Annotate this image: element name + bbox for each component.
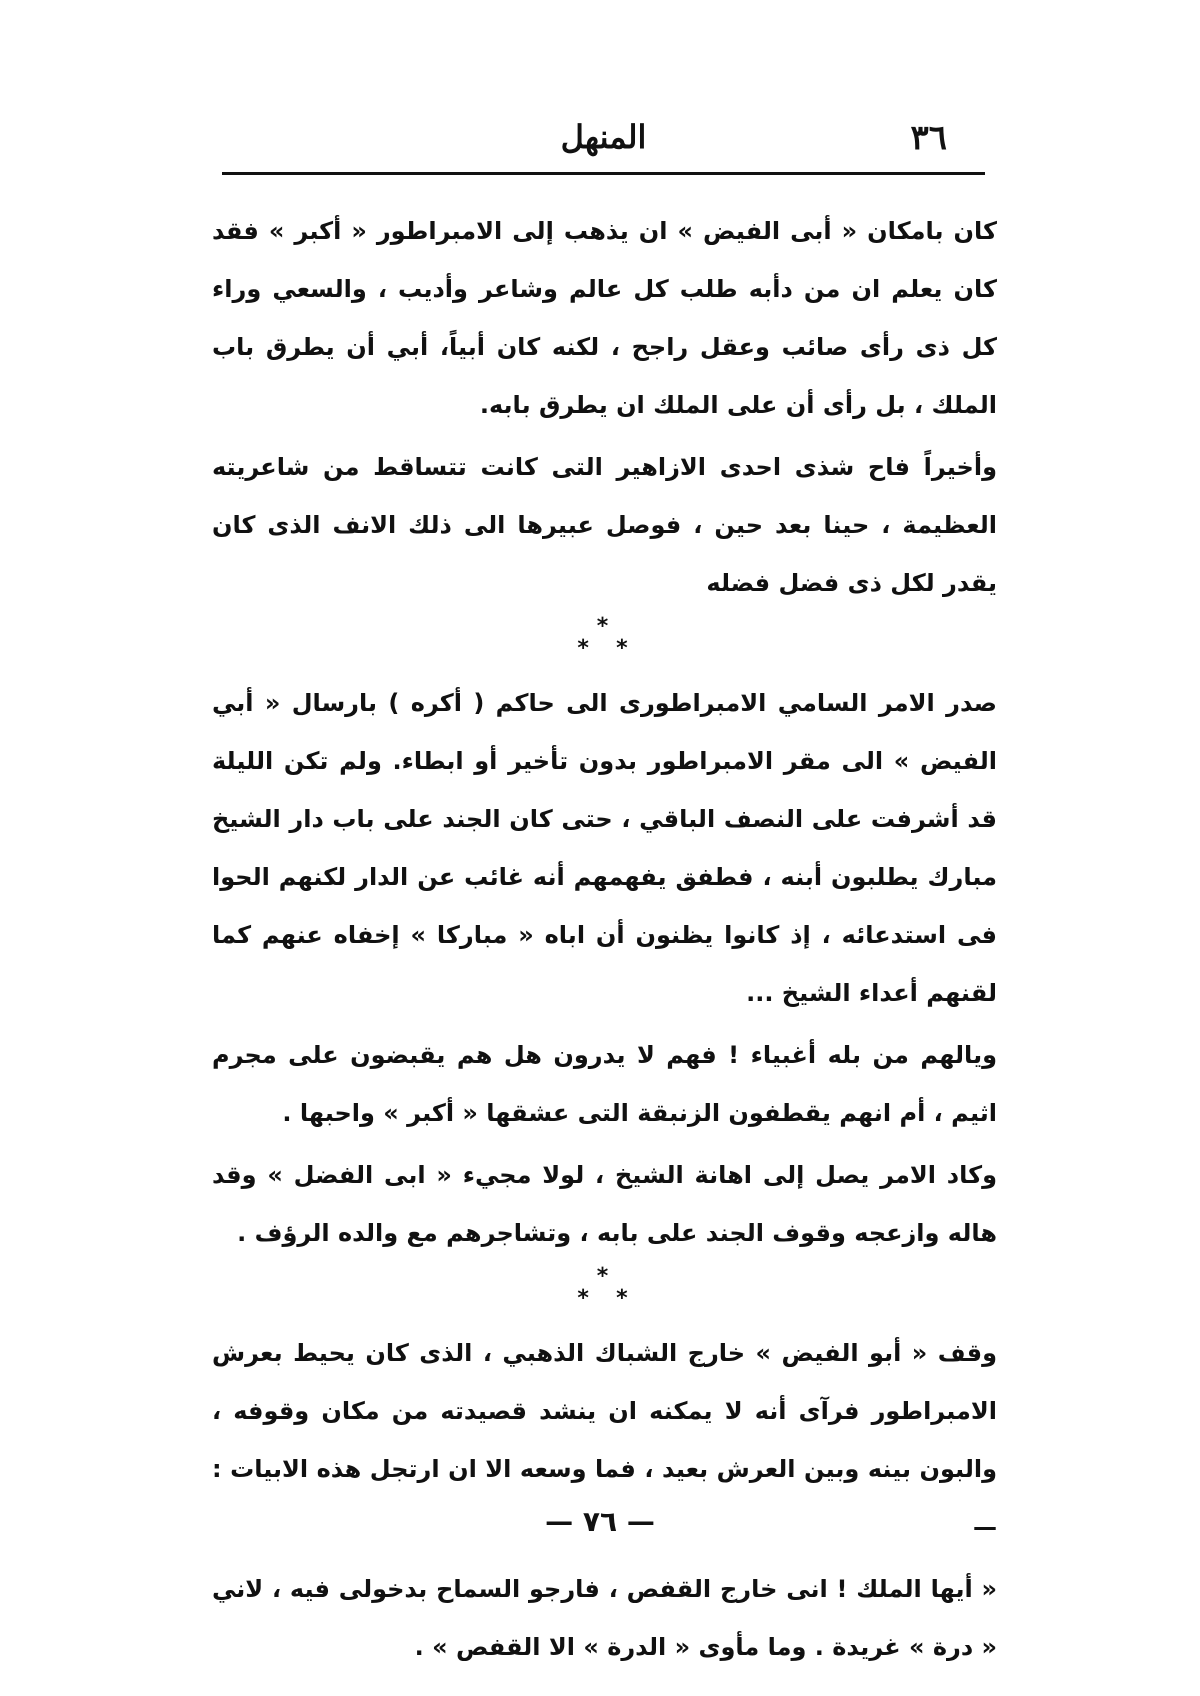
separator-star: * [616,636,632,661]
paragraph-7: « أيها الملك ! انى خارج القفص ، فارجو السماح بدخولى فيه ، لاني « درة » غريدة . وما مأوى « الدرة » الا القفص » . [212,1575,997,1661]
header-page-number: ٣٦ [910,118,947,158]
paragraph-6: وقف « أبو الفيض » خارج الشباك الذهبي ، الذى كان يحيط بعرش الامبراطور فرآى أنه لا يمكنه ان ينشد قصيدته من مكان وقوفه ، والبون بينه وبين العرش بعيد ، فما وسعه الا ان ارتجل هذه الابيات : — [212,1339,997,1541]
section-separator-1 [212,616,997,660]
separator-star: * [616,1286,632,1311]
separator-star-top: * [596,614,613,639]
paragraph-3: صدر الامر السامي الامبراطورى الى حاكم ( أكره ) بارسال « أبي الفيض » الى مقر الامبراطور بدون تأخير أو ابطاء. ولم تكن الليلة قد أشرفت على النصف الباقي ، حتى كان الجند على باب دار الشيخ مبارك يطلبون أبنه ، فطفق يفهمهم أنه غائب عن الدار لكنهم الحوا فى استدعائه ، إذ كانوا يظنون أن اباه « مباركا » إخفاه عنهم كما لقنهم أعداء الشيخ ... [212,689,997,1007]
footer-page-number: — ٧٦ — [545,1505,655,1538]
article-body [212,202,997,1680]
separator-stars-bottom [212,638,997,660]
separator-star: * [577,636,593,661]
section-separator-2 [212,1266,997,1310]
separator-star: * [577,1286,593,1311]
paragraph-5: وكاد الامر يصل إلى اهانة الشيخ ، لولا مجيء « ابى الفضل » وقد هاله وازعجه وقوف الجند على بابه ، وتشاجرهم مع والده الرؤف . [212,1161,997,1247]
paragraph-1: كان بامكان « أبى الفيض » ان يذهب إلى الامبراطور « أكبر » فقد كان يعلم ان من دأبه طلب كل عالم وشاعر وأديب ، والسعي وراء كل ذى رأى صائب وعقل راجح ، لكنه كان أبياً، أبي أن يطرق باب الملك ، بل رأى أن على الملك ان يطرق بابه. [212,217,997,419]
paragraph-4: ويالهم من بله أغبياء ! فهم لا يدرون هل هم يقبضون على مجرم اثيم ، أم انهم يقطفون الزنبقة التى عشقها « أكبر » واحبها . [212,1041,997,1127]
journal-title: المنهل [560,118,647,156]
separator-star-top: * [596,1264,613,1289]
header-divider [222,172,985,175]
page-header [222,112,985,170]
separator-stars-bottom [212,1288,997,1310]
paragraph-2: وأخيراً فاح شذى احدى الازاهير التى كانت تتساقط من شاعريته العظيمة ، حينا بعد حين ، فوصل عبيرها الى ذلك الانف الذى كان يقدر لكل ذى فضل فضله [212,453,997,597]
